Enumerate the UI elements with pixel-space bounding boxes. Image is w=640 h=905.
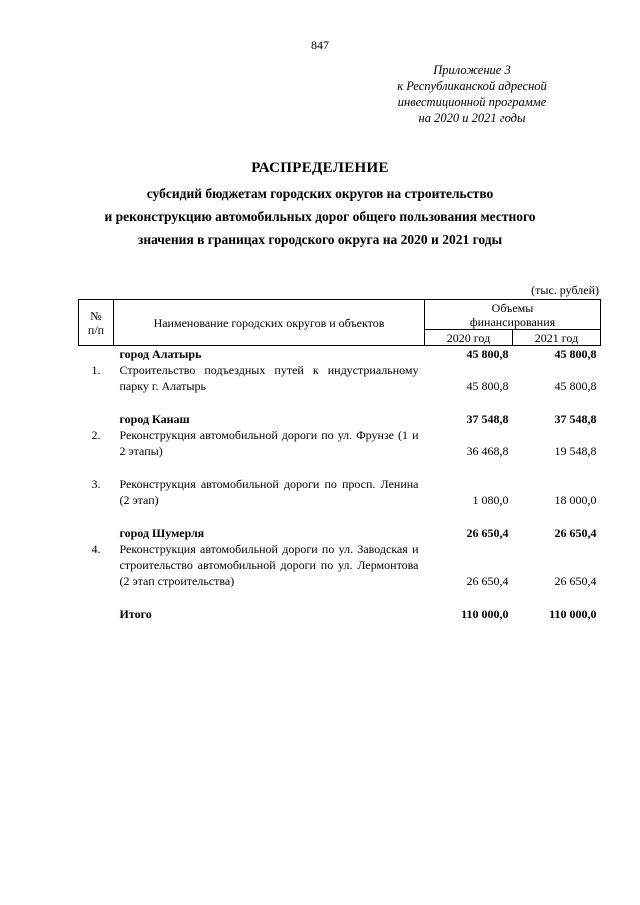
table-row xyxy=(79,541,601,589)
row-value-2020: 1 080,0 xyxy=(472,493,509,507)
row-value-2020: 37 548,8 xyxy=(466,412,509,426)
row-value-2021: 45 800,8 xyxy=(554,347,597,361)
units-label: (тыс. рублей) xyxy=(531,283,599,297)
subtitle-line: субсидий бюджетам городских округов на строительство xyxy=(146,186,494,201)
subsidy-table xyxy=(78,299,601,622)
table-row xyxy=(79,476,601,508)
row-number: 2. xyxy=(91,428,101,442)
row-value-2021: 18 000,0 xyxy=(554,493,597,507)
row-spacer xyxy=(79,589,601,606)
row-value-2020: 45 800,8 xyxy=(466,347,509,361)
document-subtitle xyxy=(60,182,580,251)
row-number xyxy=(79,606,114,622)
row-number: 1. xyxy=(91,363,101,377)
subtitle-line: и реконструкцию автомобильных дорог общего пользования местного xyxy=(104,209,536,224)
header-name: Наименование городских округов и объектов xyxy=(114,300,425,346)
table-row xyxy=(79,346,601,363)
row-number: 3. xyxy=(91,477,101,491)
header-number xyxy=(79,300,114,346)
subtitle-line: значения в границах городского округа на 2020 и 2021 годы xyxy=(137,232,503,247)
row-spacer xyxy=(79,459,601,476)
row-name: Реконструкция автомобильной дороги по ул. Фрунзе (1 и 2 этапы) xyxy=(119,428,419,458)
row-value-2020: 26 650,4 xyxy=(466,574,509,588)
header-year-2021: 2021 год xyxy=(513,330,601,346)
appendix-line: на 2020 и 2021 годы xyxy=(418,111,526,125)
row-value-2021: 19 548,8 xyxy=(554,444,597,458)
row-value-2020: 36 468,8 xyxy=(466,444,509,458)
appendix-line: инвестиционной программе xyxy=(397,95,547,109)
header-number-symbol: № xyxy=(90,308,102,323)
table-row xyxy=(79,411,601,427)
document-title: РАСПРЕДЕЛЕНИЕ xyxy=(251,160,389,176)
appendix-block xyxy=(362,62,582,126)
row-name: город Канаш xyxy=(119,412,190,426)
row-name: Реконструкция автомобильной дороги по просп. Ленина (2 этап) xyxy=(119,477,419,507)
row-name: Строительство подъездных путей к индустриальному парку г. Алатырь xyxy=(119,363,419,393)
table-row xyxy=(79,427,601,459)
row-spacer xyxy=(79,508,601,525)
row-value-2021: 26 650,4 xyxy=(554,526,597,540)
header-volumes-line: Объемы xyxy=(491,300,534,315)
row-value-2021: 26 650,4 xyxy=(554,574,597,588)
table-row xyxy=(79,525,601,541)
row-spacer xyxy=(79,394,601,411)
row-value-2021: 45 800,8 xyxy=(554,379,597,393)
row-value-2020: 45 800,8 xyxy=(466,379,509,393)
table-row-total xyxy=(79,606,601,622)
appendix-line: Приложение 3 xyxy=(433,63,511,77)
row-name: Реконструкция автомобильной дороги по ул. Заводская и строительство автомобильной дороги по ул. Лермонтова (2 этап строительства) xyxy=(119,542,419,588)
row-number xyxy=(79,525,114,541)
row-name: город Алатырь xyxy=(119,347,202,361)
row-value-2020: 110 000,0 xyxy=(461,607,509,621)
header-year-2020: 2020 год xyxy=(425,330,513,346)
row-name: Итого xyxy=(119,607,152,621)
row-name: город Шумерля xyxy=(119,526,205,540)
row-number: 4. xyxy=(91,542,101,556)
header-volumes-line: финансирования xyxy=(469,314,556,329)
row-value-2021: 37 548,8 xyxy=(554,412,597,426)
row-value-2020: 26 650,4 xyxy=(466,526,509,540)
row-number xyxy=(79,346,114,363)
row-value-2021: 110 000,0 xyxy=(549,607,597,621)
page-number: 847 xyxy=(311,38,329,52)
appendix-line: к Республиканской адресной xyxy=(397,79,547,93)
header-number-abbr: п/п xyxy=(87,322,105,337)
table-row xyxy=(79,362,601,394)
row-number xyxy=(79,411,114,427)
header-volumes xyxy=(425,300,601,330)
